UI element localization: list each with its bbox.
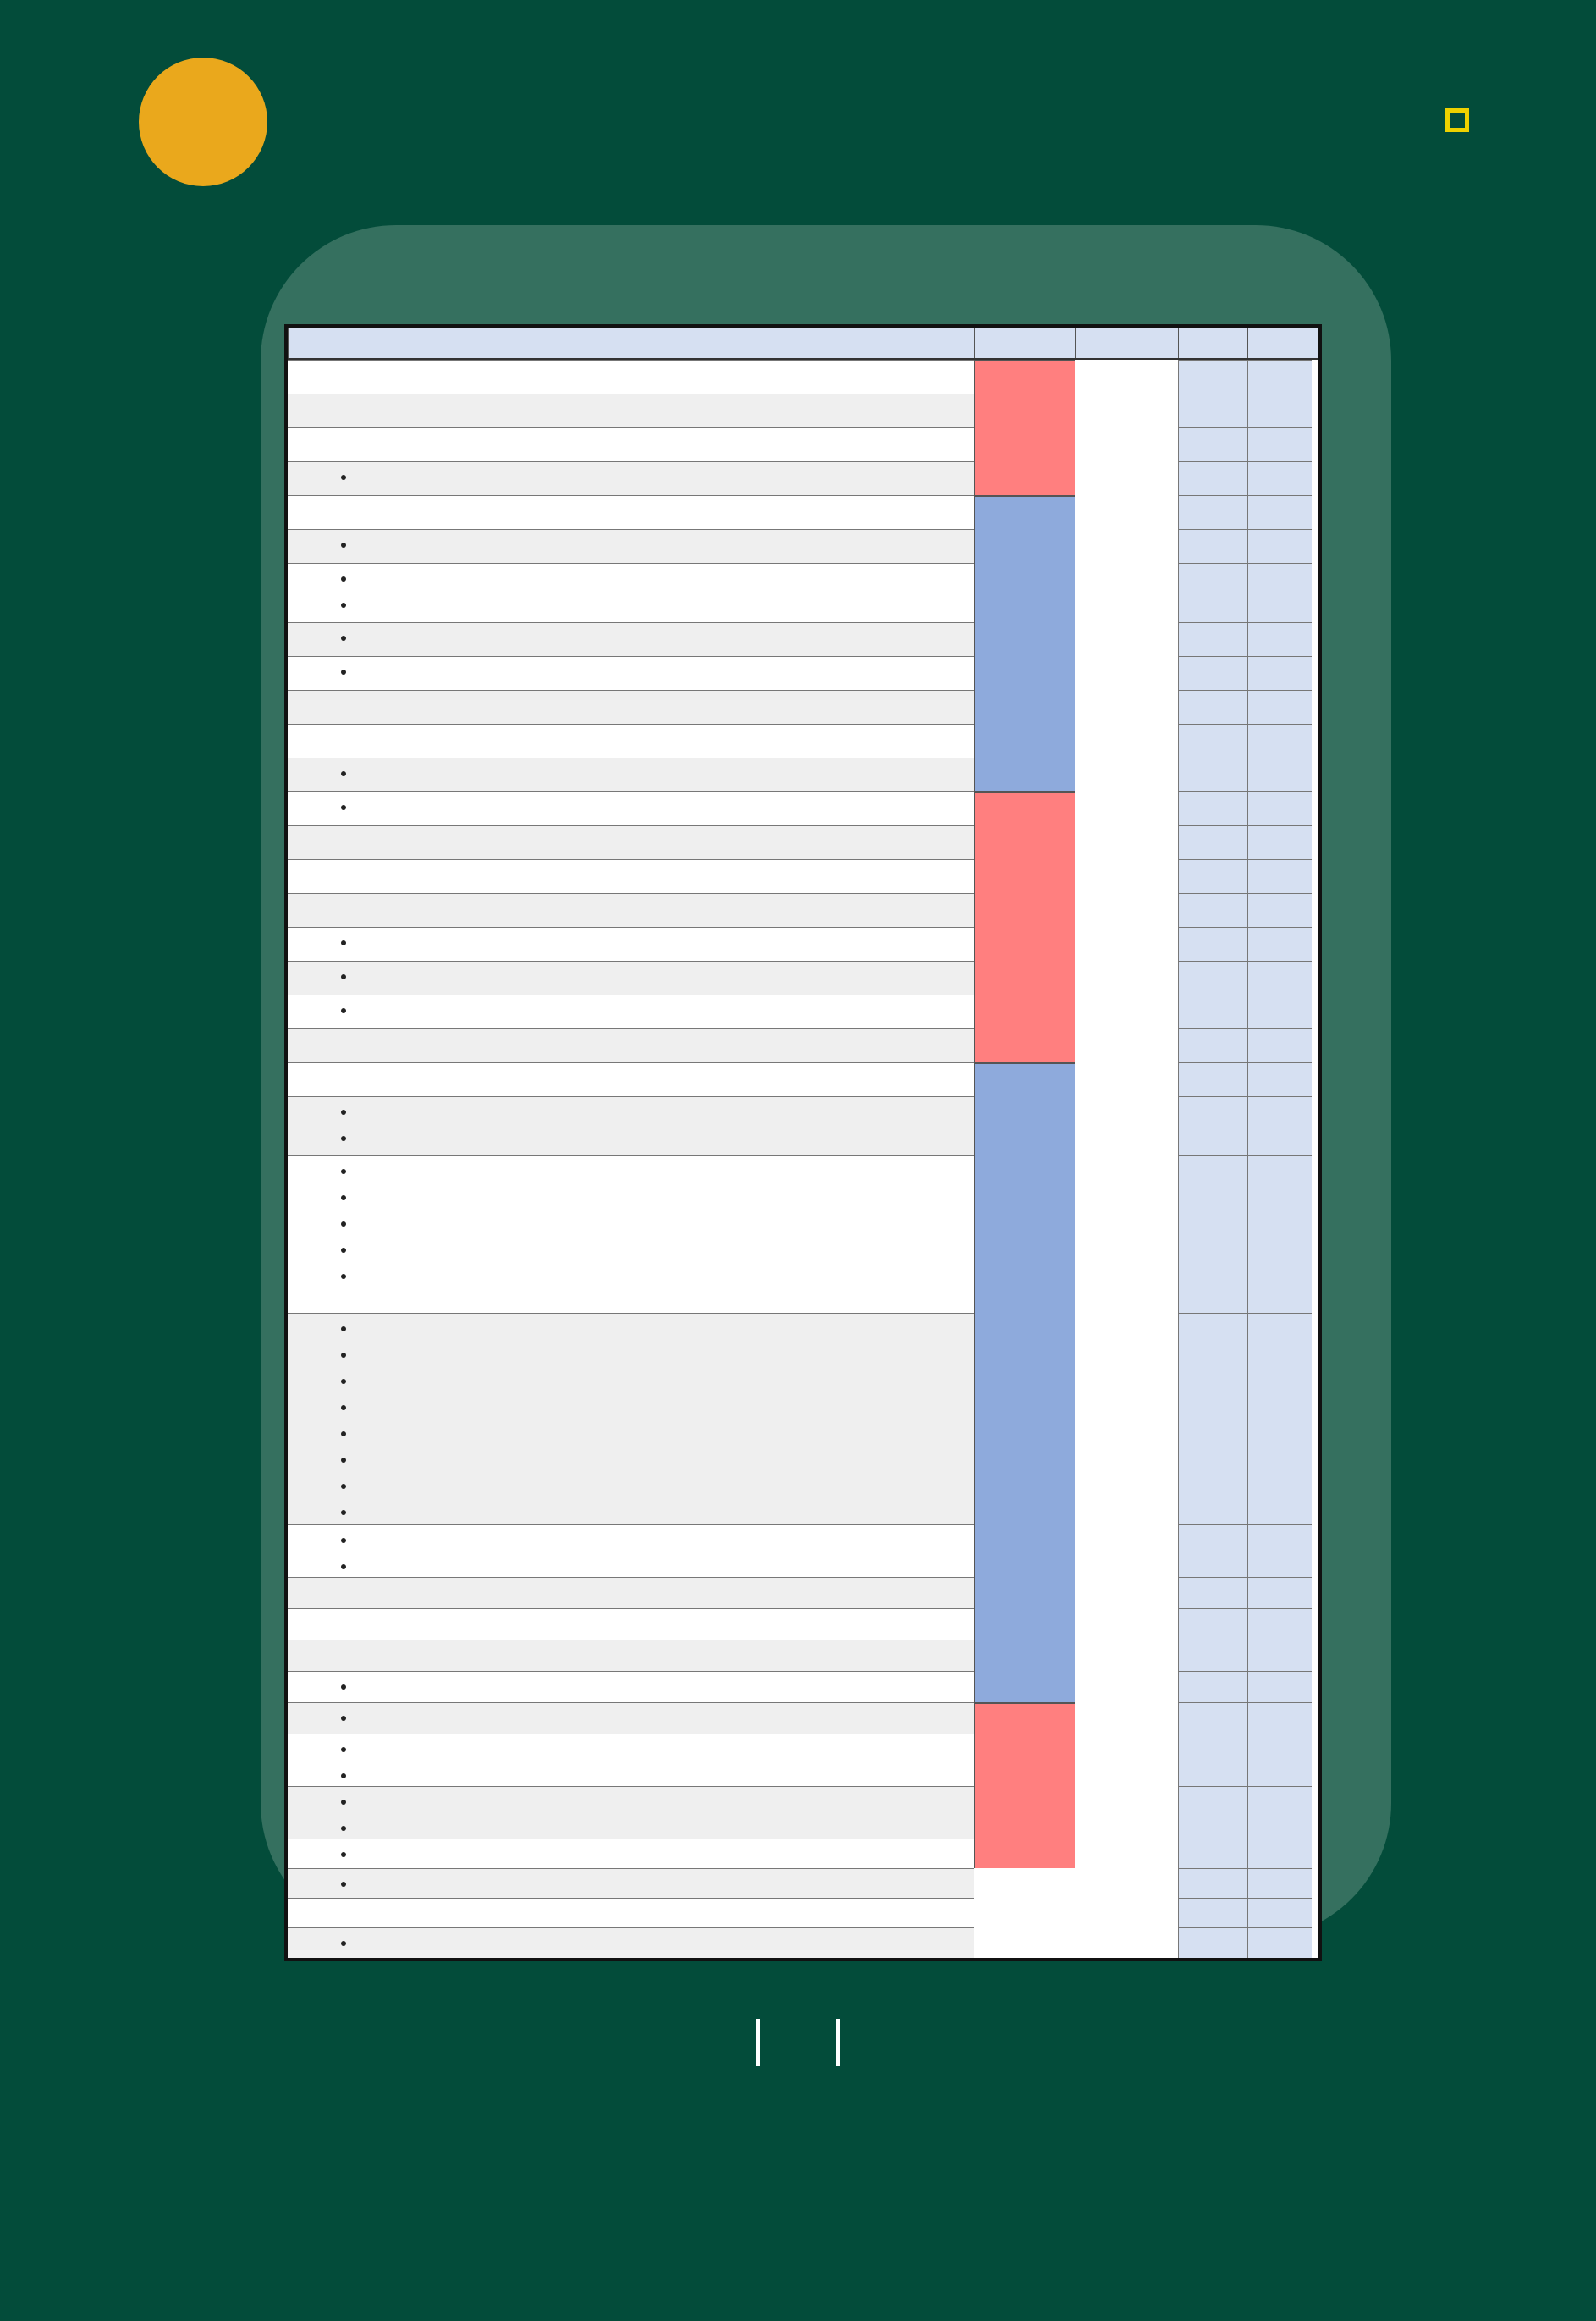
gregorian-year — [1178, 825, 1247, 859]
solar-year — [1247, 893, 1312, 927]
solar-year — [1247, 859, 1312, 893]
table-row — [288, 758, 974, 791]
table-row — [288, 495, 974, 529]
table-header — [288, 328, 1318, 360]
solar-year — [1247, 1734, 1312, 1786]
solar-year — [1247, 394, 1312, 427]
table-row — [288, 1524, 974, 1577]
sanction-item — [357, 760, 974, 786]
sanction-item — [357, 1125, 974, 1151]
sanction-item — [357, 1210, 974, 1237]
gregorian-year — [1178, 791, 1247, 825]
sanction-item — [357, 1420, 974, 1447]
header-gregorian — [1178, 328, 1247, 358]
gregorian-year — [1178, 495, 1247, 529]
table-row — [288, 1927, 974, 1958]
sanction-item — [357, 929, 974, 956]
sanction-item — [357, 1158, 974, 1184]
table-row — [288, 622, 974, 656]
sanction-list — [288, 963, 974, 990]
us-president — [974, 791, 1075, 1062]
table-row — [288, 1671, 974, 1702]
solar-year — [1247, 927, 1312, 961]
sanction-list — [288, 1871, 974, 1897]
sanction-list — [288, 794, 974, 820]
table-row — [288, 461, 974, 495]
sanction-list — [288, 1527, 974, 1579]
gregorian-year — [1178, 427, 1247, 461]
table-row — [288, 1577, 974, 1608]
table-row — [288, 690, 974, 724]
gregorian-year — [1178, 859, 1247, 893]
table-row — [288, 394, 974, 427]
gregorian-year — [1178, 1608, 1247, 1640]
sanction-list — [288, 464, 974, 490]
solar-year — [1247, 427, 1312, 461]
sanction-item — [357, 1237, 974, 1263]
solar-year — [1247, 1577, 1312, 1608]
sanction-item — [357, 1184, 974, 1210]
solar-year — [1247, 1524, 1312, 1577]
sanction-list — [288, 1736, 974, 1789]
sanction-list — [288, 929, 974, 956]
gregorian-year — [1178, 995, 1247, 1028]
sanction-item — [357, 1553, 974, 1579]
table-row — [288, 1062, 974, 1096]
sanction-list — [288, 532, 974, 558]
footer-divider-right — [836, 2019, 840, 2066]
table-row — [288, 859, 974, 893]
header-usa — [974, 328, 1075, 358]
solar-year — [1247, 724, 1312, 758]
table-row — [288, 1734, 974, 1786]
table-row — [288, 360, 974, 394]
solar-year — [1247, 1786, 1312, 1839]
table-body — [288, 360, 1318, 1958]
gregorian-year — [1178, 758, 1247, 791]
gregorian-year — [1178, 622, 1247, 656]
solar-year — [1247, 1096, 1312, 1155]
table-row — [288, 995, 974, 1028]
footer-divider-left — [756, 2019, 760, 2066]
gregorian-year — [1178, 394, 1247, 427]
sanction-item — [357, 1841, 974, 1867]
sanction-item — [357, 565, 974, 592]
table-row — [288, 656, 974, 690]
solar-year — [1247, 1839, 1312, 1868]
table-row — [288, 893, 974, 927]
sanction-item — [357, 659, 974, 685]
sanction-item — [357, 1789, 974, 1815]
gregorian-year — [1178, 1839, 1247, 1868]
sanction-item — [357, 1499, 974, 1525]
sanction-item — [357, 1871, 974, 1897]
gregorian-year — [1178, 656, 1247, 690]
gregorian-year — [1178, 1734, 1247, 1786]
us-president — [974, 1702, 1075, 1868]
footer — [0, 2019, 1596, 2066]
sanction-list — [288, 1099, 974, 1151]
gregorian-year — [1178, 1577, 1247, 1608]
sanction-list — [288, 565, 974, 618]
table-row — [288, 529, 974, 563]
table-row — [288, 825, 974, 859]
solar-year — [1247, 825, 1312, 859]
sanction-item — [357, 1736, 974, 1762]
solar-year — [1247, 1868, 1312, 1898]
table-row — [288, 1313, 974, 1524]
sanction-item — [357, 1099, 974, 1125]
solar-year — [1247, 656, 1312, 690]
sanction-item — [357, 794, 974, 820]
sanction-item — [357, 1473, 974, 1499]
sanction-item — [357, 464, 974, 490]
title-square-icon — [1445, 108, 1469, 132]
solar-year — [1247, 495, 1312, 529]
gregorian-year — [1178, 1640, 1247, 1671]
gregorian-year — [1178, 893, 1247, 927]
solar-year — [1247, 529, 1312, 563]
gregorian-year — [1178, 690, 1247, 724]
sanction-list — [288, 1705, 974, 1731]
sanction-item — [357, 1815, 974, 1841]
table-row — [288, 1868, 974, 1898]
solar-year — [1247, 622, 1312, 656]
solar-year — [1247, 961, 1312, 995]
us-president — [974, 1062, 1075, 1702]
sanction-list — [288, 1789, 974, 1841]
sanction-item — [357, 532, 974, 558]
gregorian-year — [1178, 1155, 1247, 1313]
solar-year — [1247, 995, 1312, 1028]
sanction-item — [357, 1342, 974, 1368]
table-row — [288, 791, 974, 825]
gregorian-year — [1178, 1927, 1247, 1958]
solar-year — [1247, 1640, 1312, 1671]
header-sanctions — [288, 328, 974, 358]
sanction-list — [288, 760, 974, 786]
solar-year — [1247, 1062, 1312, 1096]
solar-year — [1247, 1155, 1312, 1313]
table-row — [288, 1640, 974, 1671]
sanction-item — [357, 1673, 974, 1700]
solar-year — [1247, 1028, 1312, 1062]
sanction-list — [288, 1841, 974, 1867]
gregorian-year — [1178, 1671, 1247, 1702]
gregorian-year — [1178, 529, 1247, 563]
sanction-list — [288, 997, 974, 1023]
table-row — [288, 927, 974, 961]
solar-year — [1247, 360, 1312, 394]
sanction-item — [357, 1394, 974, 1420]
gregorian-year — [1178, 1786, 1247, 1839]
sanction-list — [288, 1315, 974, 1525]
gregorian-year — [1178, 1898, 1247, 1927]
solar-year — [1247, 1313, 1312, 1524]
solar-year — [1247, 791, 1312, 825]
gregorian-year — [1178, 1096, 1247, 1155]
solar-year — [1247, 461, 1312, 495]
gregorian-year — [1178, 360, 1247, 394]
gregorian-year — [1178, 461, 1247, 495]
table-row — [288, 1839, 974, 1868]
rouydad24-logo — [139, 58, 267, 186]
gregorian-year — [1178, 1702, 1247, 1734]
solar-year — [1247, 1898, 1312, 1927]
gregorian-year — [1178, 1868, 1247, 1898]
sanction-item — [357, 592, 974, 618]
solar-year — [1247, 1671, 1312, 1702]
sanction-item — [357, 1527, 974, 1553]
sanction-item — [357, 997, 974, 1023]
solar-year — [1247, 758, 1312, 791]
table-row — [288, 1155, 974, 1313]
sanction-item — [357, 1368, 974, 1394]
us-president — [974, 495, 1075, 791]
gregorian-year — [1178, 724, 1247, 758]
table-row — [288, 1608, 974, 1640]
solar-year — [1247, 563, 1312, 622]
sanction-item — [357, 1447, 974, 1473]
table-row — [288, 961, 974, 995]
gregorian-year — [1178, 961, 1247, 995]
table-row — [288, 563, 974, 622]
table-row — [288, 724, 974, 758]
sanction-item — [357, 1315, 974, 1342]
sanction-list — [288, 1930, 974, 1956]
sanction-item — [357, 625, 974, 651]
gregorian-year — [1178, 1062, 1247, 1096]
logo-24-icon — [139, 58, 267, 186]
table-row — [288, 1028, 974, 1062]
us-president — [974, 360, 1075, 495]
gregorian-year — [1178, 1524, 1247, 1577]
sanction-item — [357, 1762, 974, 1789]
sanctions-table — [284, 324, 1322, 1961]
gregorian-year — [1178, 1028, 1247, 1062]
solar-year — [1247, 1702, 1312, 1734]
table-row — [288, 1096, 974, 1155]
table-row — [288, 427, 974, 461]
header-iran — [1075, 328, 1178, 358]
sanction-item — [357, 1930, 974, 1956]
sanction-list — [288, 1673, 974, 1700]
sanction-item — [357, 1263, 974, 1289]
gregorian-year — [1178, 563, 1247, 622]
title-bar — [1430, 103, 1469, 137]
gregorian-year — [1178, 1313, 1247, 1524]
sanction-item — [357, 1705, 974, 1731]
sanction-list — [288, 1158, 974, 1289]
table-row — [288, 1898, 974, 1927]
solar-year — [1247, 690, 1312, 724]
gregorian-year — [1178, 927, 1247, 961]
table-row — [288, 1702, 974, 1734]
solar-year — [1247, 1927, 1312, 1958]
sanction-item — [357, 963, 974, 990]
solar-year — [1247, 1608, 1312, 1640]
header-solar — [1247, 328, 1312, 358]
table-row — [288, 1786, 974, 1839]
sanction-list — [288, 625, 974, 651]
sanction-list — [288, 659, 974, 685]
